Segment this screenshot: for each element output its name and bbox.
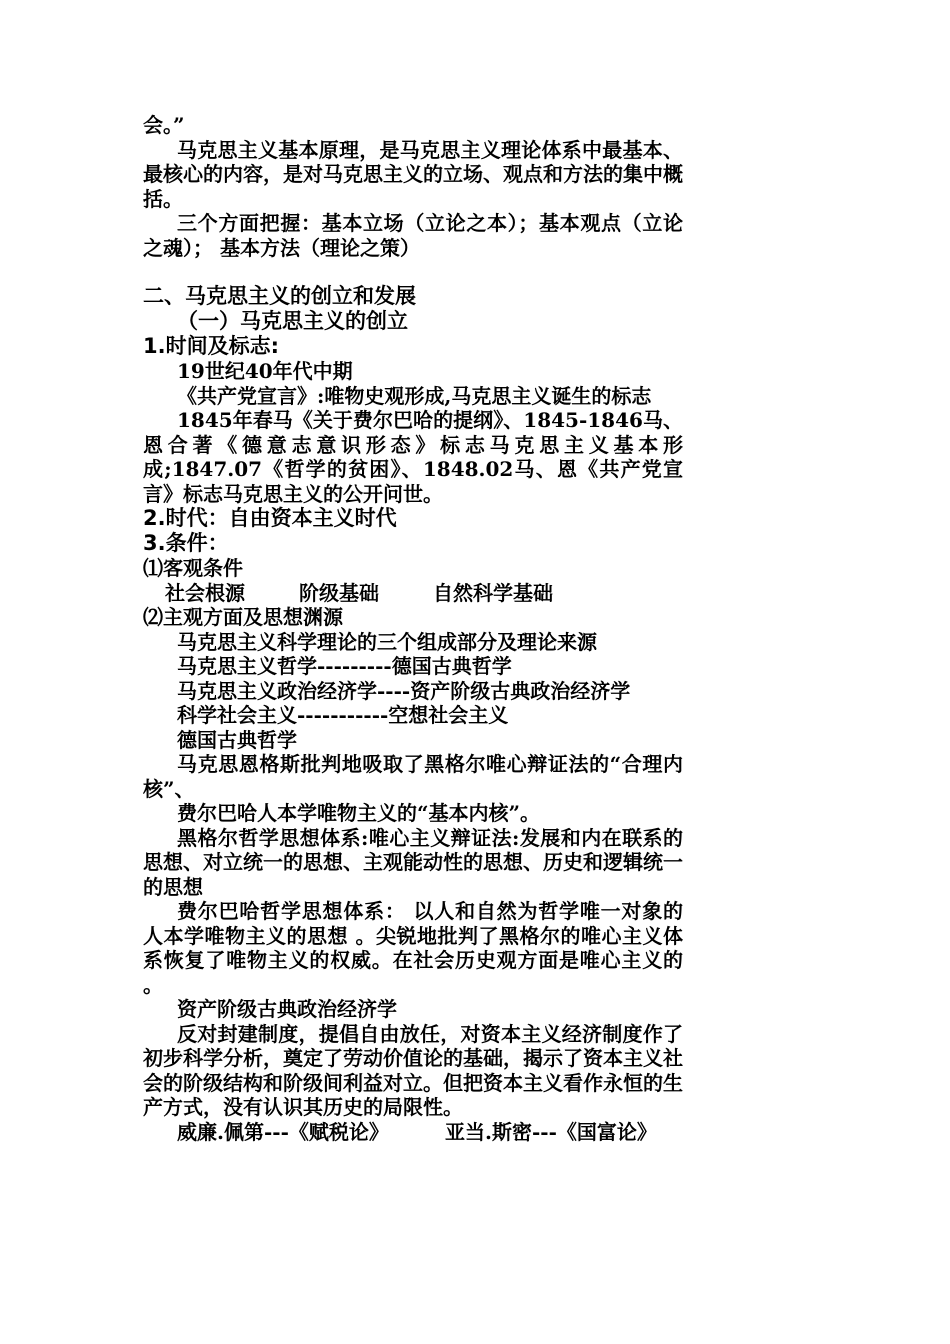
item-heading-conditions: 3.条件：	[143, 531, 229, 555]
text-line: 会。”	[143, 113, 185, 137]
subsection-heading: （一）马克思主义的创立	[177, 309, 408, 333]
text-line: ⑵主观方面及思想渊源	[143, 605, 343, 629]
paragraph-milestones: 1845年春马《关于费尔巴哈的提纲》、1845-1846马、恩合著《德意志意识形态》标志马克思主义基本形成;1847.07《哲学的贫困》、1848.02马、恩《共产党宣言》标志马克思主义的公开问世。	[143, 408, 683, 506]
text-line: 费尔巴哈人本学唯物主义的“基本内核”。	[177, 801, 541, 825]
paragraph-feuerbach-system: 费尔巴哈哲学思想体系： 以人和自然为哲学唯一对象的人本学唯物主义的思想 。尖锐地批判了黑格尔的唯心主义体系恢复了唯物主义的权威。在社会历史观方面是唯心主义的 。	[143, 899, 683, 997]
text-line: 德国古典哲学	[177, 727, 297, 752]
paragraph-classical-economics: 反对封建制度，提倡自由放任，对资本主义经济制度作了初步科学分析，奠定了劳动价值论的基础，揭示了资本主义社会的阶级结构和阶级间利益对立。但把资本主义看作永恒的生产方式，没有认识其历史的局限性。	[143, 1021, 683, 1119]
text-line: 《共产党宣言》:唯物史观形成,马克思主义诞生的标志	[177, 383, 652, 408]
economist-petty: 威廉.佩第---《赋税论》	[177, 1119, 389, 1144]
condition-social: 社会根源	[165, 580, 245, 605]
item-heading-time: 1.时间及标志:	[143, 334, 279, 358]
paragraph-definition: 马克思主义基本原理，是马克思主义理论体系中最基本、最核心的内容，是对马克思主义的立场、观点和方法的集中概括。	[143, 137, 683, 211]
condition-science: 自然科学基础	[433, 580, 553, 605]
paragraph-hegel-kernel: 马克思恩格斯批判地吸取了黑格尔唯心辩证法的“合理内核”、	[143, 752, 683, 801]
paragraph-three-aspects: 三个方面把握：基本立场（立论之本）；基本观点（立论之魂）； 基本方法（理论之策）	[143, 211, 683, 260]
document-body	[143, 113, 683, 1144]
economist-smith: 亚当.斯密---《国富论》	[445, 1119, 657, 1144]
text-line: 马克思主义政治经济学----资产阶级古典政治经济学	[177, 678, 631, 703]
item-heading-era: 2.时代：自由资本主义时代	[143, 506, 397, 530]
section-heading: 二、马克思主义的创立和发展	[143, 284, 416, 308]
conditions-row	[143, 581, 683, 606]
text-line: 马克思主义哲学---------德国古典哲学	[177, 654, 512, 678]
text-line: 资产阶级古典政治经济学	[177, 997, 397, 1021]
economists-row	[143, 1120, 683, 1145]
text-line: 马克思主义科学理论的三个组成部分及理论来源	[177, 629, 597, 654]
text-line: 科学社会主义-----------空想社会主义	[177, 703, 509, 727]
condition-class: 阶级基础	[299, 580, 379, 605]
text-line: ⑴客观条件	[143, 556, 243, 580]
text-line: 19世纪40年代中期	[177, 359, 353, 383]
paragraph-hegel-system: 黑格尔哲学思想体系:唯心主义辩证法:发展和内在联系的思想、对立统一的思想、主观能动性的思想、历史和逻辑统一的思想	[143, 825, 683, 899]
